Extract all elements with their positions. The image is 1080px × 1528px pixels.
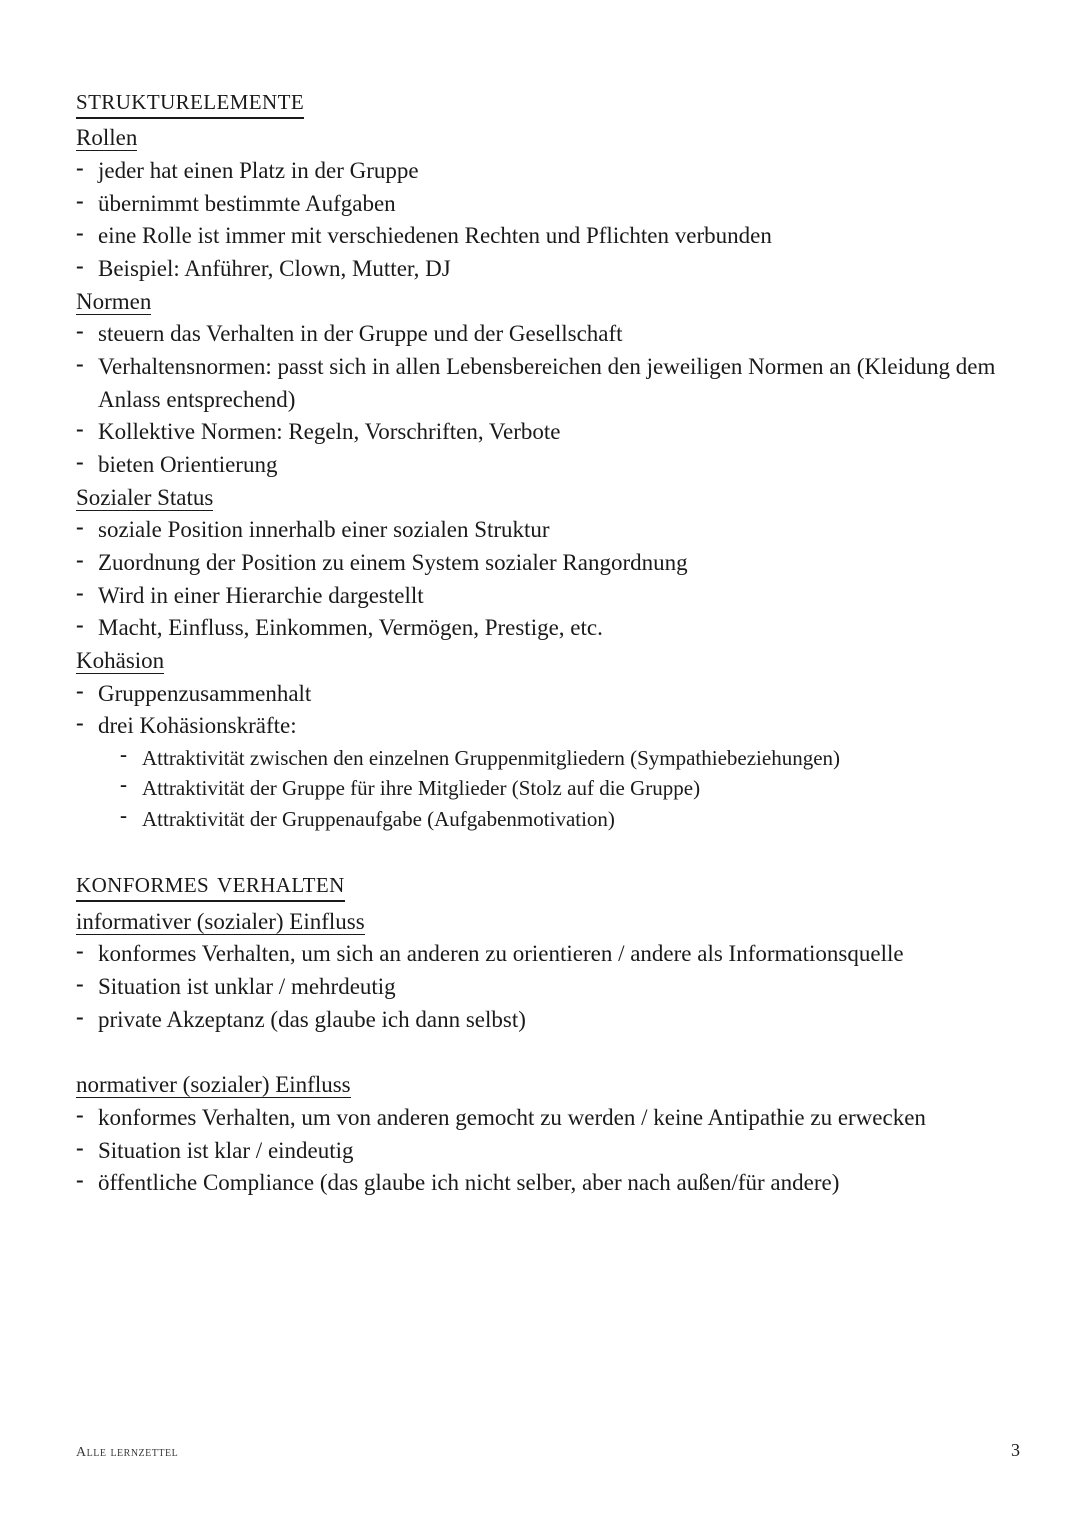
list-item xyxy=(76,1167,1016,1200)
subsection-title-text: Rollen xyxy=(76,125,138,151)
footer-brand-label: Alle lernzettel xyxy=(76,1445,179,1460)
list-item xyxy=(76,351,1016,416)
list-item-text: drei Kohäsionskräfte: xyxy=(98,713,297,739)
list-item-text: Macht, Einfluss, Einkommen, Vermögen, Prestige, etc. xyxy=(98,615,603,641)
list-item-text: private Akzeptanz (das glaube ich dann selbst) xyxy=(98,1006,526,1032)
list-item xyxy=(76,678,1016,711)
bullet-dash-icon: - xyxy=(76,187,84,213)
bullet-dash-icon: - xyxy=(76,416,84,442)
list-item-text: öffentliche Compliance (das glaube ich nicht selber, aber nach außen/für andere) xyxy=(98,1170,840,1196)
list-item-text: konformes Verhalten, um von anderen gemocht zu werden / keine Antipathie zu erwecken xyxy=(98,1104,926,1130)
subsection-title xyxy=(76,286,1016,319)
bullet-dash-icon: - xyxy=(76,579,84,605)
page-footer xyxy=(76,1440,1020,1461)
list-item xyxy=(120,804,1016,834)
list-item xyxy=(76,1004,1016,1037)
bullet-dash-icon: - xyxy=(76,1134,84,1160)
list-item xyxy=(76,612,1016,645)
list-item xyxy=(76,547,1016,580)
subsection-rollen xyxy=(76,122,1016,285)
list-item xyxy=(76,514,1016,547)
bullet-dash-icon: - xyxy=(76,155,84,181)
bullet-dash-icon: - xyxy=(76,970,84,996)
section-heading-text: konformes verhalten xyxy=(76,866,345,902)
list-item xyxy=(76,1135,1016,1168)
subsection-sozialer-status xyxy=(76,482,1016,645)
subsection-title-text: Normen xyxy=(76,288,152,314)
list-item-text: bieten Orientierung xyxy=(98,451,278,477)
list-item-text: Attraktivität zwischen den einzelnen Gruppenmitgliedern (Sympathiebeziehungen) xyxy=(142,745,841,770)
list-item xyxy=(120,773,1016,803)
bullet-dash-icon: - xyxy=(120,802,127,827)
list-item-text: Gruppenzusammenhalt xyxy=(98,680,312,706)
subsection-title xyxy=(76,645,1016,678)
list-item xyxy=(76,971,1016,1004)
list-item xyxy=(76,938,1016,971)
list-item-text: Wird in einer Hierarchie dargestellt xyxy=(98,582,424,608)
list-item-text: Verhaltensnormen: passt sich in allen Lebensbereichen den jeweiligen Normen an (Kleidung dem Anlass entsprechend) xyxy=(98,353,996,412)
subsection-normen xyxy=(76,286,1016,482)
bullet-dash-icon: - xyxy=(76,514,84,540)
bullet-dash-icon: - xyxy=(76,938,84,964)
list-item-text: Beispiel: Anführer, Clown, Mutter, DJ xyxy=(98,256,451,282)
subsection-informativer-einfluss xyxy=(76,906,1016,1037)
list-item-text: eine Rolle ist immer mit verschiedenen Rechten und Pflichten verbunden xyxy=(98,223,772,249)
list-item xyxy=(120,743,1016,773)
subsection-title-text: Kohäsion xyxy=(76,647,165,673)
list-item xyxy=(76,220,1016,253)
section-heading xyxy=(76,867,1016,899)
list-item-text: Situation ist unklar / mehrdeutig xyxy=(98,973,396,999)
bullet-dash-icon: - xyxy=(76,546,84,572)
list-item-text: Attraktivität der Gruppe für ihre Mitglieder (Stolz auf die Gruppe) xyxy=(142,776,701,801)
section-heading xyxy=(76,84,1016,116)
list-item-text: Zuordnung der Position zu einem System sozialer Rangordnung xyxy=(98,549,688,575)
list-item-text: jeder hat einen Platz in der Gruppe xyxy=(98,158,419,184)
bullet-dash-icon: - xyxy=(76,1101,84,1127)
bullet-dash-icon: - xyxy=(76,220,84,246)
section-konformes-verhalten xyxy=(76,867,1016,1200)
list-item-text: Kollektive Normen: Regeln, Vorschriften, Verbote xyxy=(98,419,561,445)
bullet-dash-icon: - xyxy=(76,448,84,474)
bullet-dash-icon: - xyxy=(76,710,84,736)
list-item-text: Situation ist klar / eindeutig xyxy=(98,1137,354,1163)
bullet-dash-icon: - xyxy=(76,1003,84,1029)
list-item xyxy=(76,253,1016,286)
list-item-text: konformes Verhalten, um sich an anderen zu orientieren / andere als Informationsquelle xyxy=(98,941,904,967)
list-item-text: übernimmt bestimmte Aufgaben xyxy=(98,190,396,216)
bullet-dash-icon: - xyxy=(76,612,84,638)
subsection-title xyxy=(76,1069,1016,1102)
list-item xyxy=(76,188,1016,221)
bullet-dash-icon: - xyxy=(76,350,84,376)
list-item xyxy=(76,1102,1016,1135)
section-strukturelemente xyxy=(76,84,1016,834)
page-content xyxy=(76,84,1016,1200)
list-item xyxy=(76,318,1016,351)
subsection-title-text: normativer (sozialer) Einfluss xyxy=(76,1072,351,1098)
bullet-dash-icon: - xyxy=(120,741,127,766)
subsection-kohaesion xyxy=(76,645,1016,834)
subsection-title-text: informativer (sozialer) Einfluss xyxy=(76,908,365,934)
bullet-dash-icon: - xyxy=(76,677,84,703)
subsection-title-text: Sozialer Status xyxy=(76,484,214,510)
subsection-title xyxy=(76,482,1016,515)
list-item xyxy=(76,416,1016,449)
list-item xyxy=(76,155,1016,188)
bullet-dash-icon: - xyxy=(76,318,84,344)
list-item-text: steuern das Verhalten in der Gruppe und der Gesellschaft xyxy=(98,321,623,347)
list-item-text: soziale Position innerhalb einer sozialen Struktur xyxy=(98,517,550,543)
list-item xyxy=(76,449,1016,482)
list-item-text: Attraktivität der Gruppenaufgabe (Aufgabenmotivation) xyxy=(142,806,615,831)
section-gap xyxy=(76,834,1016,867)
section-heading-text: strukturelemente xyxy=(76,83,304,119)
list-item xyxy=(76,580,1016,613)
subsection-title xyxy=(76,906,1016,939)
subsection-gap xyxy=(76,1036,1016,1069)
page-number: 3 xyxy=(1011,1440,1020,1460)
bullet-dash-icon: - xyxy=(120,772,127,797)
bullet-dash-icon: - xyxy=(76,1167,84,1193)
bullet-dash-icon: - xyxy=(76,253,84,279)
list-item xyxy=(76,710,1016,743)
subsection-title xyxy=(76,122,1016,155)
subsection-normativer-einfluss xyxy=(76,1069,1016,1200)
